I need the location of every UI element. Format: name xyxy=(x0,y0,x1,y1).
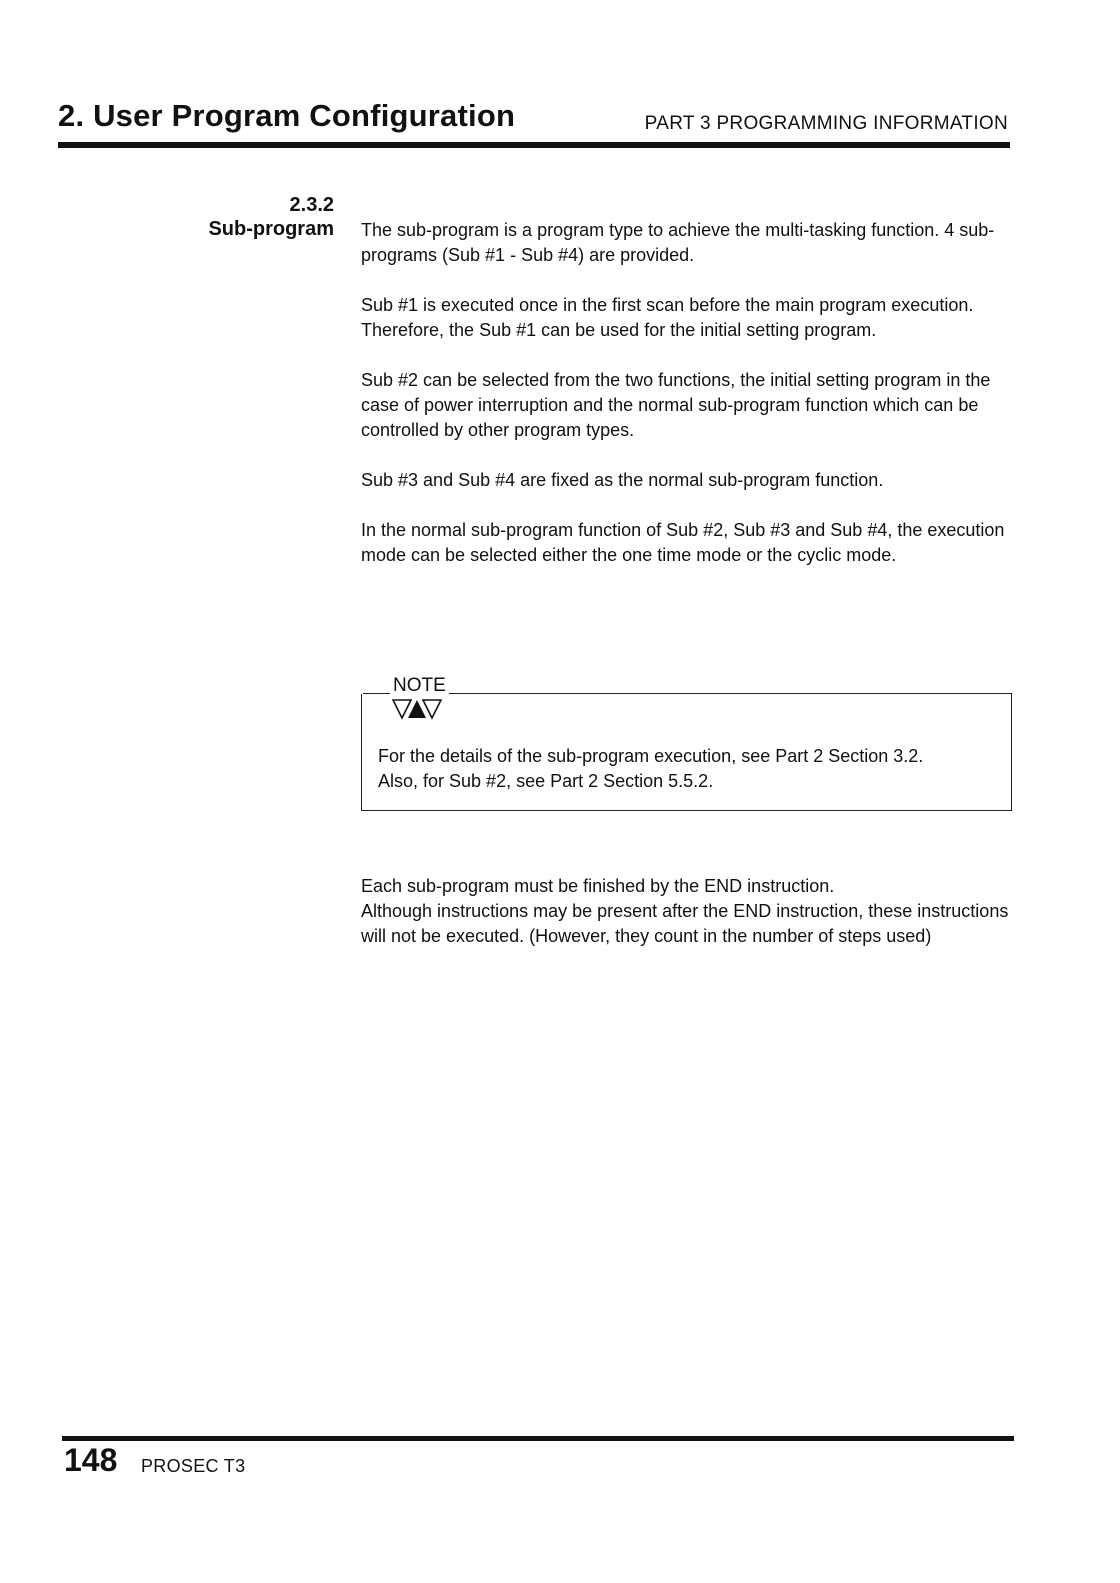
paragraph: Sub #2 can be selected from the two functions, the initial setting program in the case of power interruption and the normal sub-program function which can be controlled by other program types. xyxy=(361,370,991,440)
paragraph: In the normal sub-program function of Sub #2, Sub #3 and Sub #4, the execution mode can be selected either the one time mode or the cyclic mode. xyxy=(361,520,1005,565)
section-number: 2.3.2 xyxy=(289,194,334,216)
note-text xyxy=(378,744,923,794)
note-line: Also, for Sub #2, see Part 2 Section 5.5.2. xyxy=(378,771,714,791)
header-rule xyxy=(58,142,1010,148)
closing-line: Each sub-program must be finished by the END instruction. xyxy=(361,876,835,896)
paragraph: Sub #3 and Sub #4 are fixed as the normal sub-program function. xyxy=(361,470,884,490)
footer-rule xyxy=(62,1436,1014,1441)
page-number: 148 xyxy=(64,1442,118,1478)
section-title: Sub-program xyxy=(208,218,334,240)
part-heading: PART 3 PROGRAMMING INFORMATION xyxy=(644,113,1008,134)
body-text xyxy=(361,218,1011,593)
footer-product: PROSEC T3 xyxy=(141,1456,246,1476)
note-label: NOTE xyxy=(390,675,449,697)
paragraph: Sub #1 is executed once in the first scan before the main program execution. Therefore, the Sub #1 can be used for the initial setting program. xyxy=(361,295,974,340)
note-triangles-icon xyxy=(392,698,442,720)
closing-paragraph: Although instructions may be present after the END instruction, these instructions will not be executed. (However, they count in the number of steps used) xyxy=(361,901,1009,946)
page-title: 2. User Program Configuration xyxy=(58,98,516,133)
paragraph: The sub-program is a program type to achieve the multi-tasking function. 4 sub-programs (Sub #1 - Sub #4) are provided. xyxy=(361,220,995,265)
closing-text xyxy=(361,874,1011,949)
note-line: For the details of the sub-program execution, see Part 2 Section 3.2. xyxy=(378,746,924,766)
